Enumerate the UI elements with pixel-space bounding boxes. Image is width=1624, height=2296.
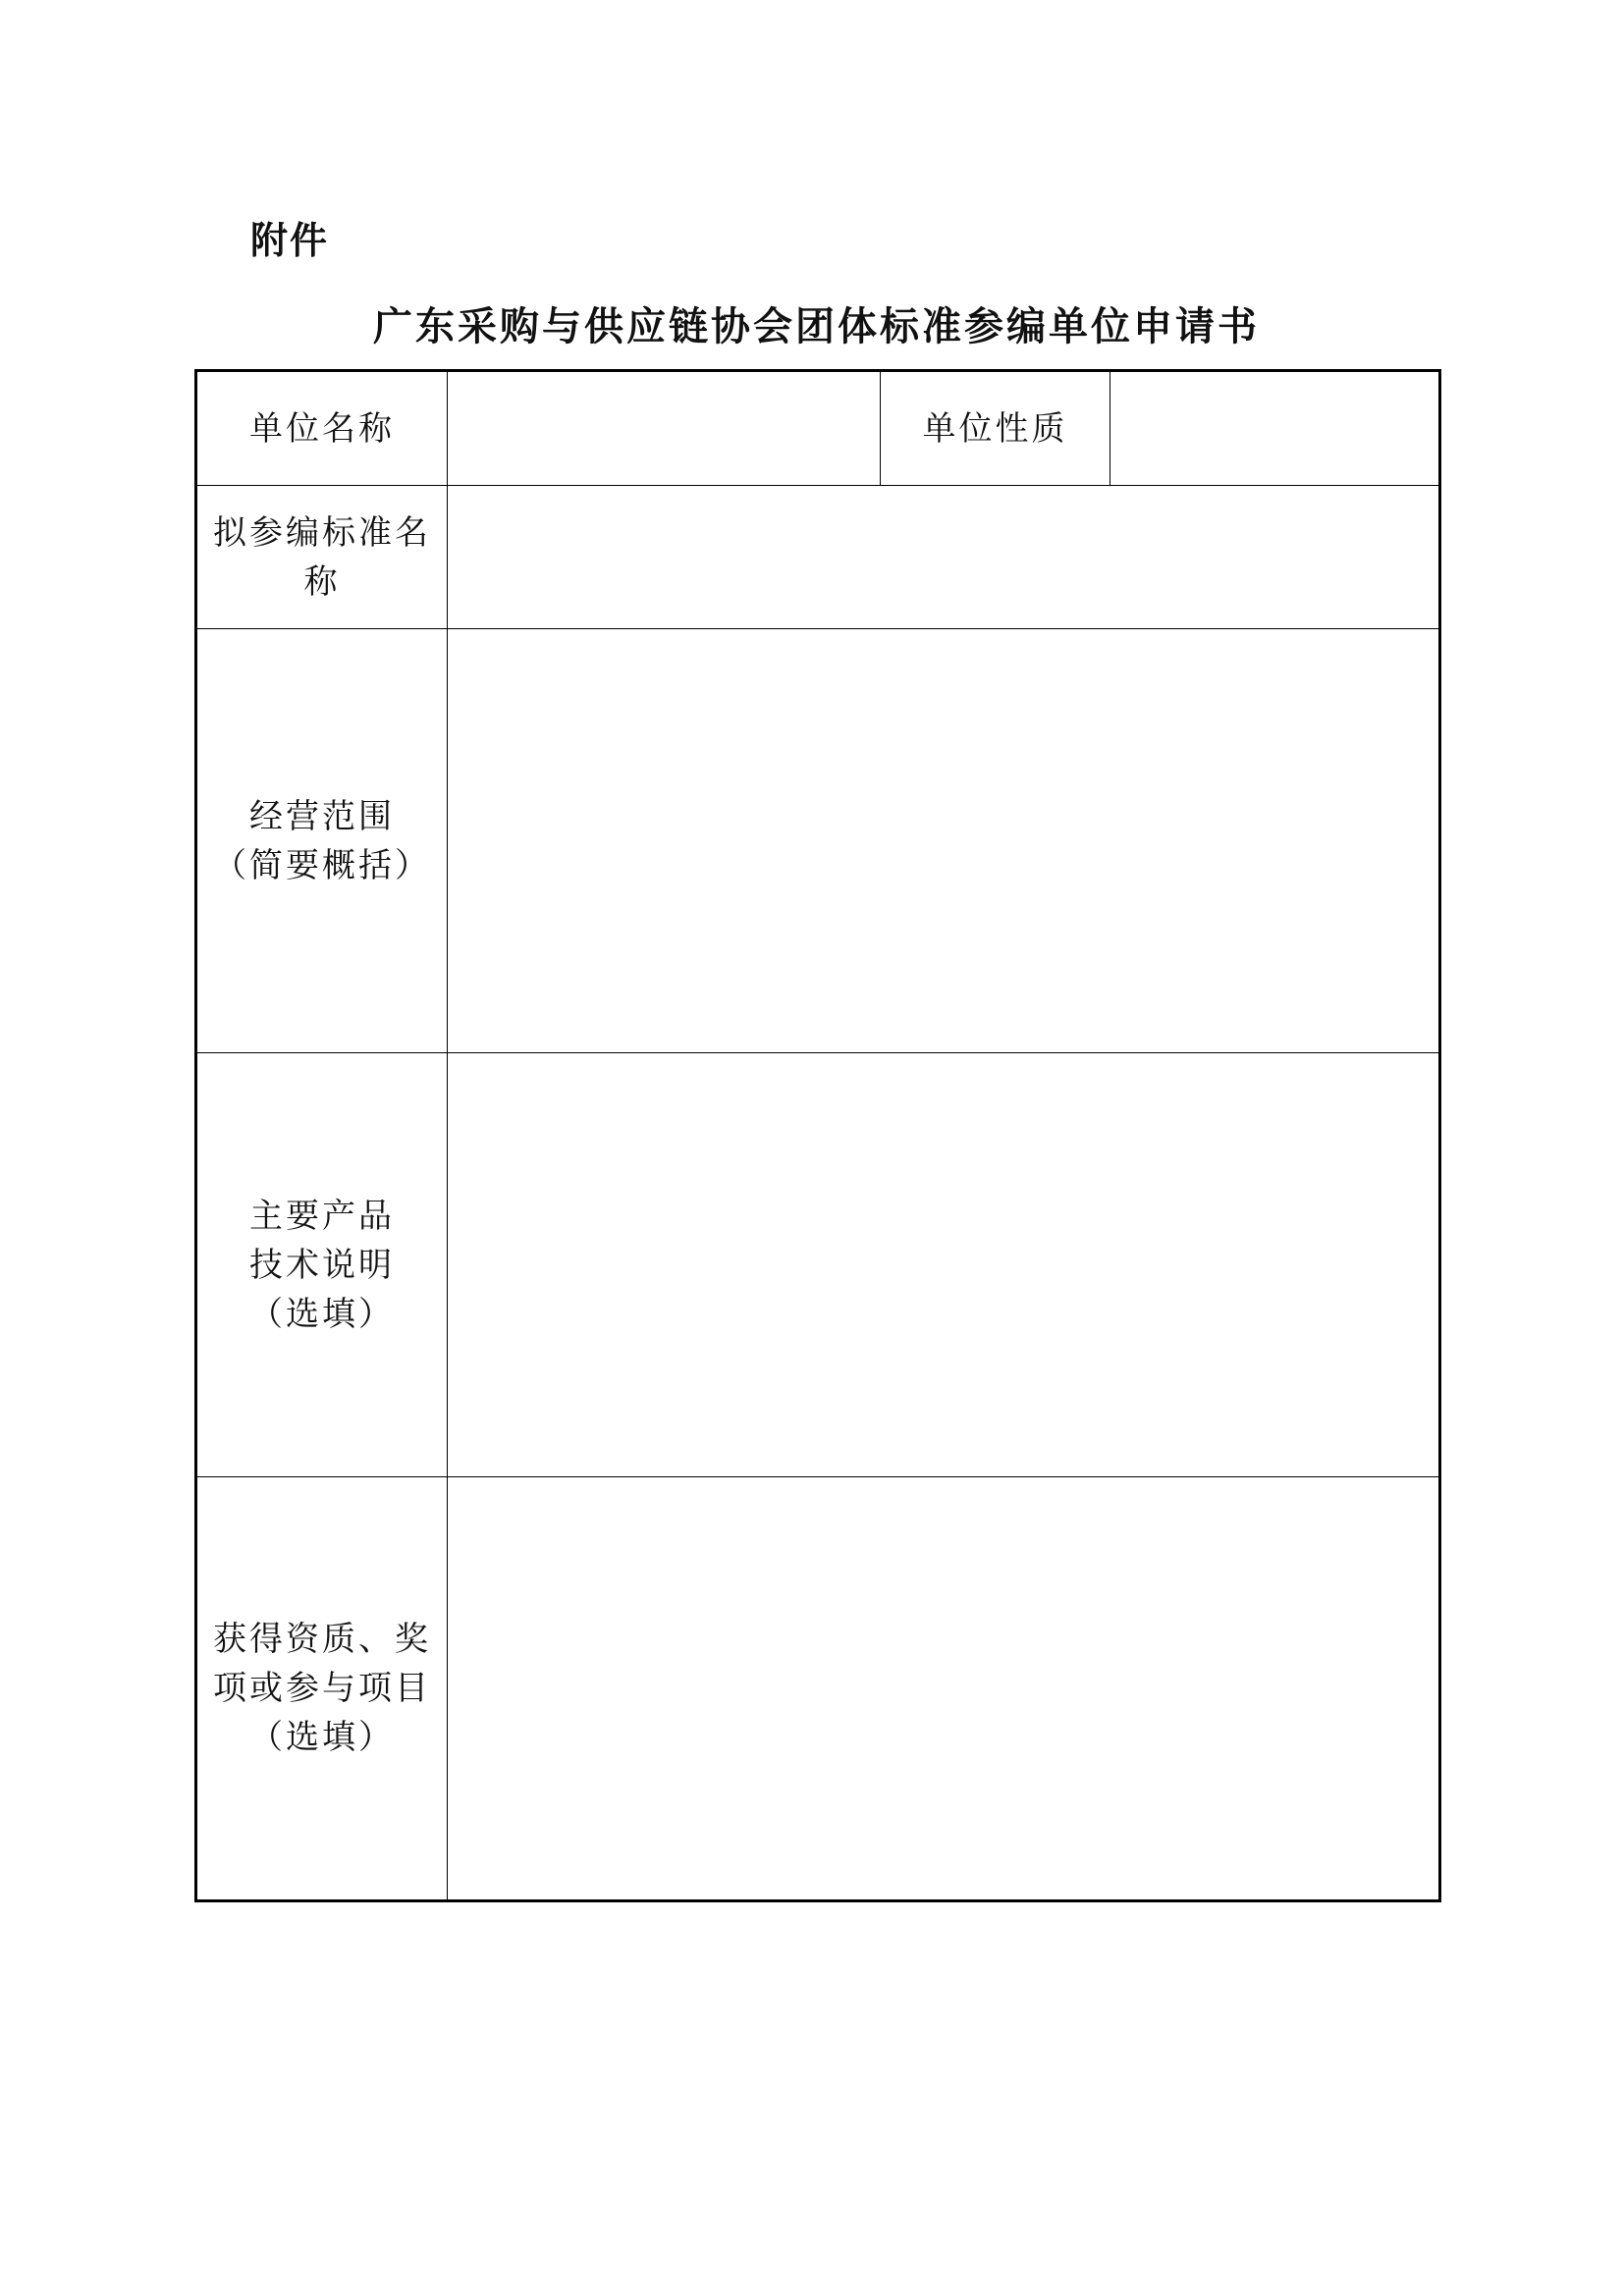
application-form-table	[194, 369, 1441, 1902]
table-row-qualifications	[196, 1477, 1440, 1901]
standard-name-label	[196, 486, 448, 629]
table-row-unit	[196, 371, 1440, 486]
product-tech-label-line-1: 主要产品	[249, 1196, 395, 1236]
qualifications-label-line-3: （选填）	[249, 1718, 395, 1757]
product-tech-label-line-3: （选填）	[249, 1294, 395, 1334]
business-scope-label-line-1: 经营范围	[249, 796, 395, 836]
qualifications-field[interactable]	[448, 1477, 1440, 1901]
business-scope-label-line-2: （简要概括）	[213, 845, 431, 885]
table-row-business-scope	[196, 629, 1440, 1053]
standard-name-label-line-2: 称	[303, 561, 341, 602]
product-tech-field[interactable]	[448, 1053, 1440, 1477]
qualifications-label	[196, 1477, 448, 1901]
unit-nature-label	[881, 371, 1110, 486]
business-scope-label	[196, 629, 448, 1053]
unit-nature-field[interactable]	[1110, 371, 1440, 486]
unit-name-label	[196, 371, 448, 486]
unit-nature-label-text: 单位性质	[922, 408, 1068, 449]
table-row-product-tech	[196, 1053, 1440, 1477]
standard-name-label-line-1: 拟参编标准名	[213, 512, 431, 553]
attachment-label: 附件	[250, 218, 330, 262]
product-tech-label	[196, 1053, 448, 1477]
business-scope-field[interactable]	[448, 629, 1440, 1053]
table-row-standard	[196, 486, 1440, 629]
qualifications-label-line-2: 项或参与项目	[213, 1669, 431, 1708]
standard-name-field[interactable]	[448, 486, 1440, 629]
document-title: 广东采购与供应链协会团体标准参编单位申请书	[373, 303, 1260, 349]
product-tech-label-line-2: 技术说明	[249, 1245, 395, 1285]
unit-name-field[interactable]	[448, 371, 881, 486]
unit-name-label-text: 单位名称	[249, 408, 395, 449]
qualifications-label-line-1: 获得资质、奖	[213, 1620, 431, 1659]
